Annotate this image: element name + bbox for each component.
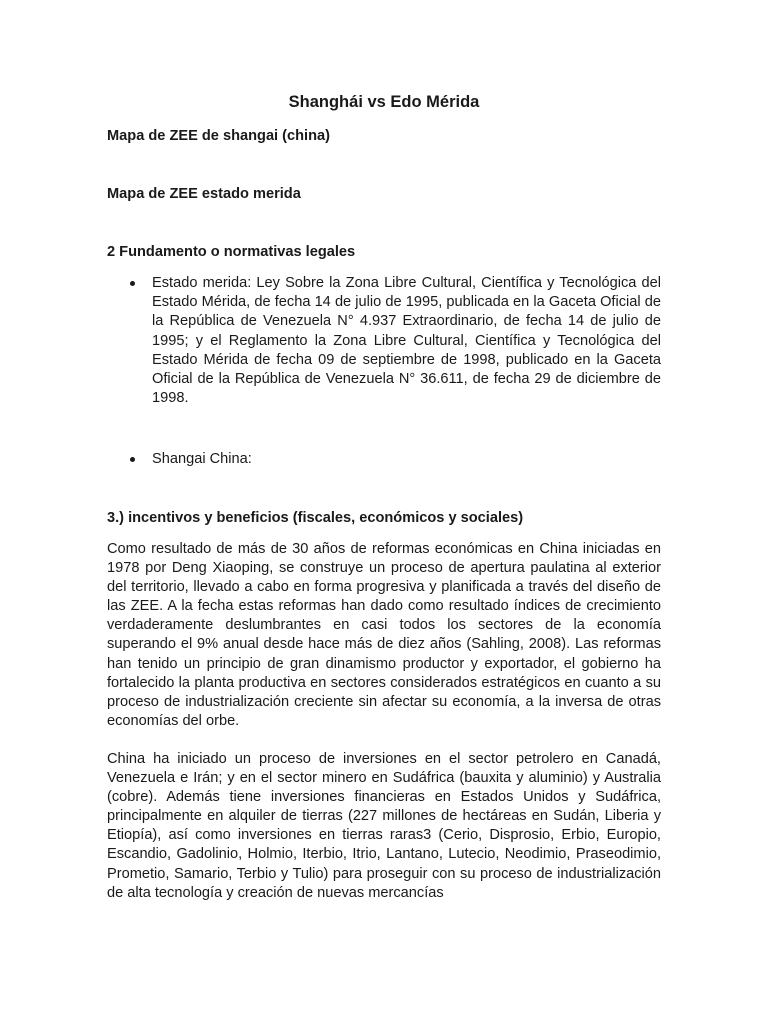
paragraph-inversiones: China ha iniciado un proceso de inversiones en el sector petrolero en Canadá, Venezuela e Irán; y en el sector minero en Sudáfrica (bauxita y aluminio) y Australia (cobre). Además tiene inversiones financieras en Estados Unidos y Sudáfrica, principalmente en alquiler de tierras (227 millones de hectáreas en Sudán, Liberia y Etiopía), así como inversiones en tierras raras3 (Cerio, Disprosio, Erbio, Europio, Escandio, Gadolinio, Holmio, Iterbio, Itrio, Lantano, Lutecio, Neodimio, Praseodimio, Prometio, Samario, Terbio y Tulio) para proseguir con su proceso de industrialización de alta tecnología y creación de nuevas mercancías — [107, 751, 661, 901]
bullet-list-shangai — [107, 450, 661, 469]
list-item — [107, 450, 661, 469]
paragraph-reformas: Como resultado de más de 30 años de reformas económicas en China iniciadas en 1978 por Deng Xiaoping, se construye un proceso de apertura paulatina al exterior del territorio, llevado a cabo en forma progresiva y planificada a través del diseño de las ZEE. A la fecha estas reformas han dado como resultado índices de crecimiento verdaderamente deslumbrantes en casi todos los sectores de la economía superando el 9% anual desde hace más de diez años (Sahling, 2008). Las reformas han tenido un principio de gran dinamismo productor y exportador, el gobierno ha fortalecido la planta productiva en sectores considerados estratégicos en cuanto a su proceso de industrialización creciente sin afectar su economía, a la inversa de otras economías del orbe. — [107, 541, 661, 729]
page-title: Shanghái vs Edo Mérida — [288, 93, 480, 111]
bullet-icon — [130, 281, 135, 286]
heading-mapa-shangai: Mapa de ZEE de shangai (china) — [107, 128, 331, 144]
list-item — [107, 274, 661, 408]
bullet-list-fundamento — [107, 274, 661, 408]
bullet-icon — [130, 457, 135, 462]
heading-mapa-merida: Mapa de ZEE estado merida — [107, 186, 301, 202]
heading-incentivos: 3.) incentivos y beneficios (fiscales, económicos y sociales) — [107, 510, 524, 526]
heading-fundamento: 2 Fundamento o normativas legales — [107, 244, 356, 260]
bullet-text-merida: Estado merida: Ley Sobre la Zona Libre Cultural, Científica y Tecnológica del Estado Mérida, de fecha 14 de julio de 1995, publicada en la Gaceta Oficial de la República de Venezuela N° 4.937 Extraordinario, de fecha 14 de julio de 1995; y el Reglamento la Zona Libre Cultural, Científica y Tecnológica del Estado Mérida de fecha 09 de septiembre de 1998, publicado en la Gaceta Oficial de la República de Venezuela N° 36.611, de fecha 29 de diciembre de 1998. — [152, 275, 661, 407]
bullet-text-shangai: Shangai China: — [152, 451, 252, 467]
